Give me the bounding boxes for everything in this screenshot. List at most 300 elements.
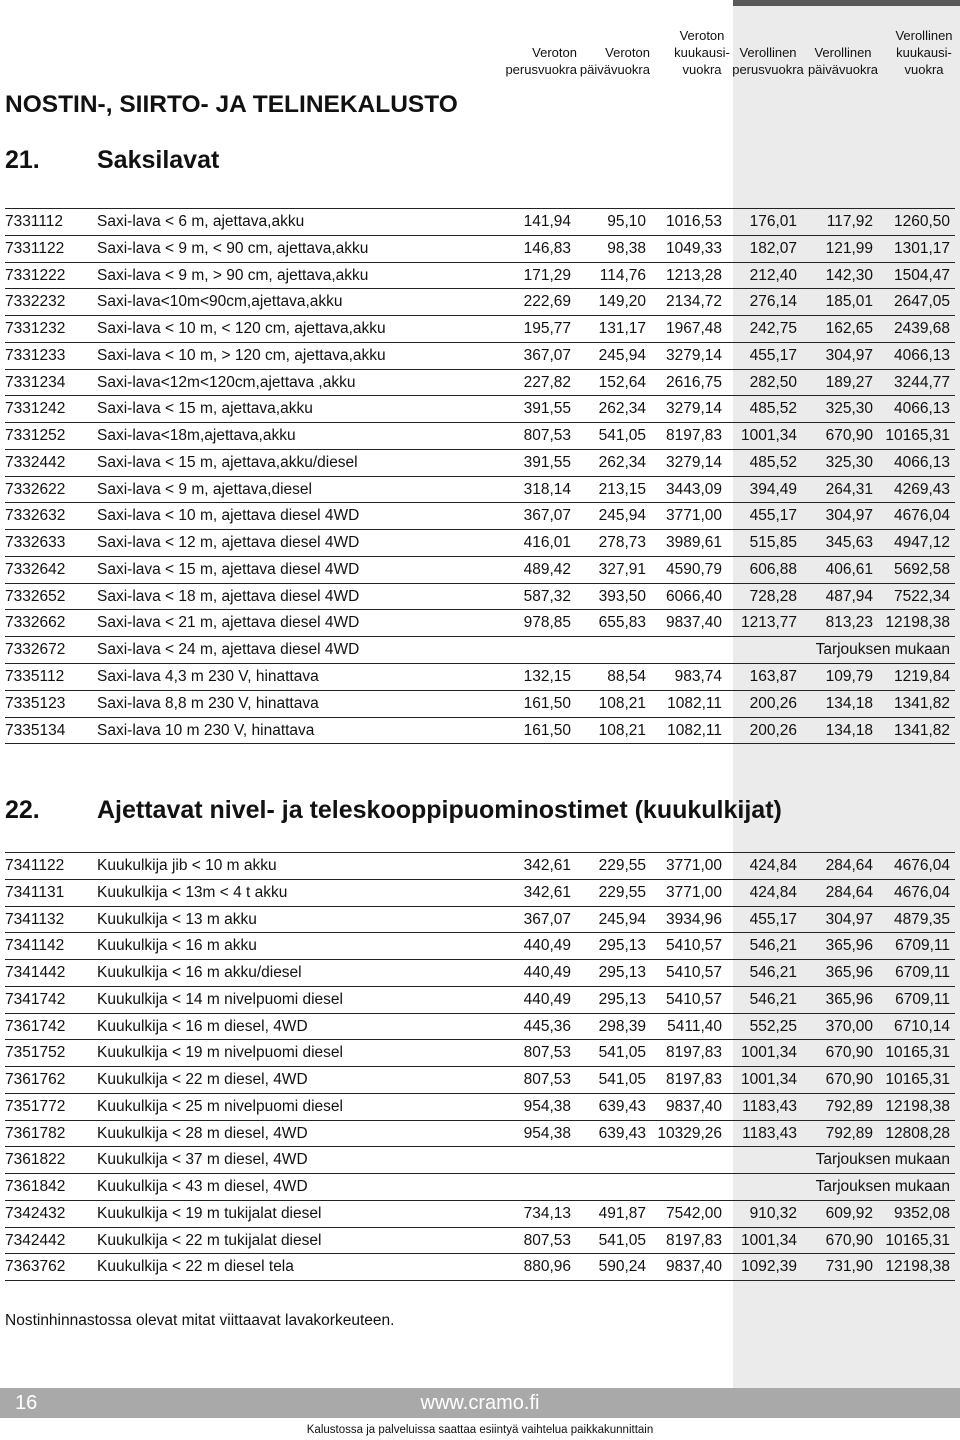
product-code: 7335123 bbox=[5, 694, 66, 712]
product-code: 7331232 bbox=[5, 320, 66, 338]
price-veroton-kuukausivuokra: 1967,48 bbox=[665, 320, 722, 338]
product-code: 7332622 bbox=[5, 480, 66, 498]
table-row bbox=[5, 1121, 955, 1148]
price-verollinen-paivavuokra: 185,01 bbox=[825, 293, 873, 311]
price-verollinen-kuukausivuokra: 6709,11 bbox=[895, 964, 950, 982]
table-row bbox=[5, 396, 955, 423]
price-verollinen-paivavuokra: 304,97 bbox=[825, 507, 873, 525]
page-number: 16 bbox=[15, 1392, 38, 1414]
price-verollinen-perusvuokra: 424,84 bbox=[749, 857, 797, 874]
product-code: 7341142 bbox=[5, 937, 65, 955]
price-veroton-perusvuokra: 734,13 bbox=[523, 1204, 571, 1222]
price-veroton-kuukausivuokra: 10329,26 bbox=[657, 1124, 722, 1142]
table-row bbox=[5, 1014, 955, 1041]
column-header-5 bbox=[798, 0, 888, 78]
price-verollinen-perusvuokra: 455,17 bbox=[749, 910, 797, 928]
section-heading bbox=[5, 794, 955, 826]
table-row bbox=[5, 1147, 955, 1174]
product-description: Saxi-lava < 21 m, ajettava diesel 4WD bbox=[97, 614, 360, 632]
price-veroton-paivavuokra: 245,94 bbox=[598, 346, 646, 364]
price-verollinen-perusvuokra: 394,49 bbox=[749, 480, 797, 498]
price-verollinen-kuukausivuokra: 12808,28 bbox=[885, 1124, 950, 1142]
price-verollinen-kuukausivuokra: 4676,04 bbox=[893, 857, 950, 874]
price-verollinen-kuukausivuokra: 1260,50 bbox=[893, 213, 950, 230]
price-verollinen-kuukausivuokra: 4676,04 bbox=[893, 507, 950, 525]
section-number: 21. bbox=[5, 146, 40, 174]
price-veroton-perusvuokra: 440,49 bbox=[523, 937, 571, 955]
product-description: Kuukulkija jib < 10 m akku bbox=[97, 857, 277, 874]
price-verollinen-perusvuokra: 1001,34 bbox=[740, 1044, 797, 1062]
price-verollinen-paivavuokra: 134,18 bbox=[825, 721, 873, 739]
price-veroton-kuukausivuokra: 4590,79 bbox=[665, 560, 722, 578]
price-veroton-paivavuokra: 590,24 bbox=[598, 1258, 646, 1276]
price-verollinen-paivavuokra: 109,79 bbox=[825, 668, 873, 686]
price-veroton-kuukausivuokra: 9837,40 bbox=[665, 614, 722, 632]
price-veroton-perusvuokra: 416,01 bbox=[523, 534, 571, 552]
price-verollinen-perusvuokra: 242,75 bbox=[749, 320, 797, 338]
price-verollinen-perusvuokra: 1092,39 bbox=[740, 1258, 797, 1276]
price-verollinen-kuukausivuokra: 10165,31 bbox=[885, 1071, 950, 1089]
product-code: 7361822 bbox=[5, 1151, 66, 1169]
product-code: 7361842 bbox=[5, 1178, 66, 1196]
product-code: 7361782 bbox=[5, 1124, 66, 1142]
price-veroton-perusvuokra: 807,53 bbox=[523, 427, 571, 445]
price-verollinen-paivavuokra: 325,30 bbox=[825, 453, 873, 471]
product-code: 7332672 bbox=[5, 641, 66, 659]
product-description: Saxi-lava < 15 m, ajettava,akku bbox=[97, 400, 313, 418]
column-header-2 bbox=[560, 0, 650, 78]
price-veroton-perusvuokra: 587,32 bbox=[523, 587, 571, 605]
price-veroton-paivavuokra: 655,83 bbox=[598, 614, 646, 632]
price-verollinen-kuukausivuokra: 4066,13 bbox=[893, 453, 950, 471]
price-verollinen-perusvuokra: 606,88 bbox=[749, 560, 797, 578]
table-row bbox=[5, 370, 955, 397]
price-verollinen-paivavuokra: 304,97 bbox=[825, 346, 873, 364]
price-veroton-paivavuokra: 245,94 bbox=[598, 507, 646, 525]
price-veroton-paivavuokra: 95,10 bbox=[607, 213, 646, 230]
price-verollinen-paivavuokra: 264,31 bbox=[825, 480, 873, 498]
table-row bbox=[5, 718, 955, 745]
price-veroton-perusvuokra: 954,38 bbox=[523, 1124, 571, 1142]
price-verollinen-perusvuokra: 552,25 bbox=[749, 1017, 797, 1035]
price-verollinen-perusvuokra: 1213,77 bbox=[740, 614, 797, 632]
price-verollinen-paivavuokra: 670,90 bbox=[825, 1231, 873, 1249]
price-veroton-paivavuokra: 278,73 bbox=[598, 534, 646, 552]
price-verollinen-perusvuokra: 276,14 bbox=[749, 293, 797, 311]
price-verollinen-kuukausivuokra: 1301,17 bbox=[893, 239, 950, 257]
price-veroton-perusvuokra: 367,07 bbox=[523, 507, 571, 525]
page-title: NOSTIN-, SIIRTO- JA TELINEKALUSTO bbox=[5, 91, 458, 118]
price-verollinen-paivavuokra: 162,65 bbox=[825, 320, 873, 338]
product-description: Kuukulkija < 13m < 4 t akku bbox=[97, 883, 288, 901]
price-verollinen-kuukausivuokra: 2647,05 bbox=[893, 293, 950, 311]
price-verollinen-paivavuokra: 142,30 bbox=[825, 266, 873, 284]
price-veroton-perusvuokra: 132,15 bbox=[523, 668, 571, 686]
price-veroton-paivavuokra: 327,91 bbox=[598, 560, 646, 578]
product-code: 7341132 bbox=[5, 910, 65, 928]
product-description: Kuukulkija < 16 m diesel, 4WD bbox=[97, 1017, 308, 1035]
section-number: 22. bbox=[5, 796, 40, 824]
price-verollinen-kuukausivuokra: 10165,31 bbox=[885, 1231, 950, 1249]
price-veroton-paivavuokra: 245,94 bbox=[598, 910, 646, 928]
price-veroton-paivavuokra: 295,13 bbox=[598, 937, 646, 955]
column-header-line: vuokra bbox=[904, 62, 944, 77]
product-description: Kuukulkija < 22 m tukijalat diesel bbox=[97, 1231, 322, 1249]
price-veroton-paivavuokra: 639,43 bbox=[598, 1124, 646, 1142]
price-verollinen-perusvuokra: 728,28 bbox=[749, 587, 797, 605]
price-verollinen-kuukausivuokra: 4066,13 bbox=[893, 346, 950, 364]
price-verollinen-kuukausivuokra: 12198,38 bbox=[885, 1258, 950, 1276]
price-verollinen-perusvuokra: 455,17 bbox=[749, 507, 797, 525]
product-code: 7331234 bbox=[5, 373, 66, 391]
price-verollinen-paivavuokra: 609,92 bbox=[825, 1204, 873, 1222]
price-veroton-perusvuokra: 367,07 bbox=[523, 910, 571, 928]
price-veroton-kuukausivuokra: 983,74 bbox=[674, 668, 722, 686]
price-verollinen-paivavuokra: 487,94 bbox=[825, 587, 873, 605]
price-verollinen-kuukausivuokra: 6709,11 bbox=[895, 990, 950, 1008]
product-code: 7331222 bbox=[5, 266, 66, 284]
price-veroton-kuukausivuokra: 1082,11 bbox=[667, 721, 722, 739]
column-header-line: perusvuokra bbox=[505, 62, 577, 77]
column-header-line: päivävuokra bbox=[579, 62, 650, 77]
table-row bbox=[5, 880, 955, 907]
price-veroton-paivavuokra: 262,34 bbox=[598, 453, 646, 471]
product-description: Kuukulkija < 37 m diesel, 4WD bbox=[97, 1151, 308, 1169]
website-link[interactable]: www.cramo.fi bbox=[420, 1392, 540, 1414]
price-veroton-perusvuokra: 954,38 bbox=[523, 1097, 571, 1115]
product-description: Kuukulkija < 22 m diesel, 4WD bbox=[97, 1071, 308, 1089]
price-verollinen-kuukausivuokra: 10165,31 bbox=[885, 427, 950, 445]
price-veroton-paivavuokra: 541,05 bbox=[598, 1071, 646, 1089]
price-veroton-perusvuokra: 141,94 bbox=[523, 213, 571, 230]
column-header-line: Veroton bbox=[605, 45, 650, 60]
price-verollinen-kuukausivuokra: 12198,38 bbox=[885, 1097, 950, 1115]
product-description: Kuukulkija < 25 m nivelpuomi diesel bbox=[97, 1097, 343, 1115]
price-verollinen-paivavuokra: 189,27 bbox=[825, 373, 873, 391]
price-veroton-paivavuokra: 298,39 bbox=[598, 1017, 646, 1035]
price-veroton-paivavuokra: 541,05 bbox=[598, 1044, 646, 1062]
price-veroton-kuukausivuokra: 8197,83 bbox=[665, 427, 722, 445]
column-header-line: kuukausi- bbox=[674, 45, 730, 60]
product-description: Saxi-lava<10m<90cm,ajettava,akku bbox=[97, 293, 343, 311]
table-row bbox=[5, 853, 955, 880]
product-code: 7361762 bbox=[5, 1071, 66, 1089]
price-veroton-perusvuokra: 440,49 bbox=[523, 990, 571, 1008]
price-veroton-perusvuokra: 161,50 bbox=[523, 694, 571, 712]
price-veroton-kuukausivuokra: 8197,83 bbox=[665, 1044, 722, 1062]
price-veroton-perusvuokra: 807,53 bbox=[523, 1071, 571, 1089]
price-veroton-paivavuokra: 295,13 bbox=[598, 990, 646, 1008]
price-verollinen-paivavuokra: 670,90 bbox=[825, 1071, 873, 1089]
product-description: Saxi-lava < 18 m, ajettava diesel 4WD bbox=[97, 587, 360, 605]
price-verollinen-perusvuokra: 1183,43 bbox=[742, 1097, 797, 1115]
price-veroton-paivavuokra: 491,87 bbox=[598, 1204, 646, 1222]
price-verollinen-perusvuokra: 424,84 bbox=[749, 883, 797, 901]
table-row bbox=[5, 343, 955, 370]
price-veroton-perusvuokra: 391,55 bbox=[523, 453, 571, 471]
table-row bbox=[5, 1067, 955, 1094]
product-description: Saxi-lava < 24 m, ajettava diesel 4WD bbox=[97, 641, 360, 659]
price-veroton-paivavuokra: 152,64 bbox=[598, 373, 646, 391]
product-description: Saxi-lava 8,8 m 230 V, hinattava bbox=[97, 694, 319, 712]
price-veroton-perusvuokra: 880,96 bbox=[523, 1258, 571, 1276]
price-verollinen-perusvuokra: 200,26 bbox=[749, 694, 797, 712]
price-verollinen-perusvuokra: 455,17 bbox=[749, 346, 797, 364]
product-description: Saxi-lava 10 m 230 V, hinattava bbox=[97, 721, 315, 739]
price-verollinen-perusvuokra: 1001,34 bbox=[740, 1071, 797, 1089]
price-on-request: Tarjouksen mukaan bbox=[815, 641, 950, 659]
price-veroton-paivavuokra: 295,13 bbox=[598, 964, 646, 982]
table-row bbox=[5, 664, 955, 691]
price-veroton-kuukausivuokra: 7542,00 bbox=[665, 1204, 722, 1222]
price-verollinen-perusvuokra: 176,01 bbox=[749, 213, 797, 230]
price-veroton-perusvuokra: 161,50 bbox=[523, 721, 571, 739]
column-header-line: kuukausi- bbox=[896, 45, 952, 60]
product-description: Saxi-lava < 15 m, ajettava diesel 4WD bbox=[97, 560, 360, 578]
product-description: Saxi-lava < 6 m, ajettava,akku bbox=[97, 213, 305, 230]
product-description: Kuukulkija < 19 m nivelpuomi diesel bbox=[97, 1044, 343, 1062]
price-verollinen-kuukausivuokra: 4066,13 bbox=[893, 400, 950, 418]
product-code: 7363762 bbox=[5, 1258, 66, 1276]
product-description: Saxi-lava < 9 m, > 90 cm, ajettava,akku bbox=[97, 266, 369, 284]
price-verollinen-perusvuokra: 163,87 bbox=[749, 668, 797, 686]
product-description: Kuukulkija < 19 m tukijalat diesel bbox=[97, 1204, 322, 1222]
section-title: Saksilavat bbox=[97, 146, 220, 174]
table-row bbox=[5, 503, 955, 530]
price-veroton-paivavuokra: 229,55 bbox=[598, 883, 646, 901]
price-veroton-kuukausivuokra: 5411,40 bbox=[667, 1017, 722, 1035]
price-veroton-kuukausivuokra: 2616,75 bbox=[665, 373, 722, 391]
product-code: 7341122 bbox=[5, 857, 65, 874]
price-veroton-kuukausivuokra: 9837,40 bbox=[665, 1097, 722, 1115]
product-description: Saxi-lava < 9 m, ajettava,diesel bbox=[97, 480, 312, 498]
product-description: Kuukulkija < 22 m diesel tela bbox=[97, 1258, 294, 1276]
price-verollinen-kuukausivuokra: 2439,68 bbox=[893, 320, 950, 338]
price-veroton-kuukausivuokra: 3443,09 bbox=[665, 480, 722, 498]
price-verollinen-paivavuokra: 670,90 bbox=[825, 1044, 873, 1062]
price-verollinen-paivavuokra: 284,64 bbox=[825, 883, 873, 901]
price-verollinen-perusvuokra: 1183,43 bbox=[742, 1124, 797, 1142]
price-verollinen-kuukausivuokra: 10165,31 bbox=[885, 1044, 950, 1062]
product-description: Saxi-lava < 9 m, < 90 cm, ajettava,akku bbox=[97, 239, 369, 257]
table-row bbox=[5, 477, 955, 504]
price-veroton-kuukausivuokra: 8197,83 bbox=[665, 1071, 722, 1089]
price-verollinen-kuukausivuokra: 5692,58 bbox=[893, 560, 950, 578]
table-row bbox=[5, 1174, 955, 1201]
price-veroton-perusvuokra: 222,69 bbox=[523, 293, 571, 311]
price-veroton-paivavuokra: 114,76 bbox=[599, 266, 646, 284]
price-verollinen-paivavuokra: 284,64 bbox=[825, 857, 873, 874]
price-veroton-perusvuokra: 367,07 bbox=[523, 346, 571, 364]
price-veroton-kuukausivuokra: 6066,40 bbox=[665, 587, 722, 605]
table-row bbox=[5, 610, 955, 637]
product-description: Saxi-lava < 15 m, ajettava,akku/diesel bbox=[97, 453, 358, 471]
price-verollinen-paivavuokra: 134,18 bbox=[825, 694, 873, 712]
price-veroton-kuukausivuokra: 5410,57 bbox=[665, 937, 722, 955]
price-veroton-paivavuokra: 108,21 bbox=[598, 721, 646, 739]
price-veroton-perusvuokra: 807,53 bbox=[523, 1044, 571, 1062]
price-verollinen-kuukausivuokra: 1341,82 bbox=[893, 721, 950, 739]
footnote: Nostinhinnastossa olevat mitat viittaavat lavakorkeuteen. bbox=[5, 1312, 395, 1329]
price-veroton-paivavuokra: 108,21 bbox=[598, 694, 646, 712]
table-row bbox=[5, 423, 955, 450]
price-verollinen-kuukausivuokra: 3244,77 bbox=[893, 373, 950, 391]
price-veroton-paivavuokra: 229,55 bbox=[598, 857, 646, 874]
product-code: 7332442 bbox=[5, 453, 66, 471]
price-verollinen-perusvuokra: 546,21 bbox=[749, 990, 797, 1008]
price-veroton-kuukausivuokra: 3279,14 bbox=[665, 400, 722, 418]
product-description: Saxi-lava < 10 m, < 120 cm, ajettava,akku bbox=[97, 320, 386, 338]
product-code: 7332632 bbox=[5, 507, 66, 525]
product-code: 7341742 bbox=[5, 990, 66, 1008]
column-header-6 bbox=[888, 0, 960, 78]
price-verollinen-kuukausivuokra: 4269,43 bbox=[893, 480, 950, 498]
table-row bbox=[5, 557, 955, 584]
price-veroton-kuukausivuokra: 3934,96 bbox=[665, 910, 722, 928]
price-veroton-perusvuokra: 978,85 bbox=[523, 614, 571, 632]
table-row bbox=[5, 637, 955, 664]
column-header-line: perusvuokra bbox=[732, 62, 804, 77]
price-verollinen-paivavuokra: 406,61 bbox=[825, 560, 873, 578]
price-veroton-paivavuokra: 541,05 bbox=[598, 1231, 646, 1249]
price-veroton-perusvuokra: 440,49 bbox=[523, 964, 571, 982]
product-description: Saxi-lava < 10 m, > 120 cm, ajettava,akku bbox=[97, 346, 386, 364]
product-description: Kuukulkija < 13 m akku bbox=[97, 910, 257, 928]
table-row bbox=[5, 691, 955, 718]
product-code: 7332633 bbox=[5, 534, 66, 552]
product-description: Saxi-lava < 12 m, ajettava diesel 4WD bbox=[97, 534, 360, 552]
price-veroton-kuukausivuokra: 3989,61 bbox=[665, 534, 722, 552]
price-verollinen-kuukausivuokra: 4676,04 bbox=[893, 883, 950, 901]
table-row bbox=[5, 933, 955, 960]
price-veroton-kuukausivuokra: 5410,57 bbox=[665, 964, 722, 982]
product-code: 7361742 bbox=[5, 1017, 66, 1035]
price-verollinen-paivavuokra: 345,63 bbox=[825, 534, 873, 552]
product-code: 7332652 bbox=[5, 587, 66, 605]
price-veroton-paivavuokra: 131,17 bbox=[598, 320, 646, 338]
product-code: 7331242 bbox=[5, 400, 66, 418]
price-verollinen-paivavuokra: 670,90 bbox=[825, 427, 873, 445]
product-description: Kuukulkija < 16 m akku bbox=[97, 937, 257, 955]
column-header-line: Verollinen bbox=[895, 28, 953, 43]
product-code: 7331122 bbox=[5, 239, 65, 257]
price-on-request: Tarjouksen mukaan bbox=[815, 1151, 950, 1169]
product-code: 7331252 bbox=[5, 427, 66, 445]
product-code: 7332662 bbox=[5, 614, 66, 632]
price-verollinen-perusvuokra: 200,26 bbox=[749, 721, 797, 739]
price-verollinen-paivavuokra: 365,96 bbox=[825, 964, 873, 982]
price-verollinen-kuukausivuokra: 6710,14 bbox=[893, 1017, 950, 1035]
price-verollinen-perusvuokra: 182,07 bbox=[749, 239, 797, 257]
price-veroton-paivavuokra: 88,54 bbox=[607, 668, 646, 686]
product-code: 7335112 bbox=[5, 668, 65, 686]
table-row bbox=[5, 263, 955, 290]
column-header-line: vuokra bbox=[682, 62, 722, 77]
footer-disclaimer: Kalustossa ja palveluissa saattaa esiintyä vaihtelua paikkakunnittain bbox=[306, 1424, 654, 1436]
price-veroton-kuukausivuokra: 3279,14 bbox=[665, 453, 722, 471]
price-verollinen-perusvuokra: 282,50 bbox=[749, 373, 797, 391]
price-veroton-kuukausivuokra: 1213,28 bbox=[665, 266, 722, 284]
product-description: Saxi-lava<12m<120cm,ajettava ,akku bbox=[97, 373, 356, 391]
price-veroton-paivavuokra: 213,15 bbox=[598, 480, 646, 498]
price-verollinen-paivavuokra: 731,90 bbox=[825, 1258, 873, 1276]
product-description: Kuukulkija < 16 m akku/diesel bbox=[97, 964, 302, 982]
price-veroton-perusvuokra: 342,61 bbox=[523, 857, 571, 874]
price-veroton-kuukausivuokra: 1049,33 bbox=[665, 239, 722, 257]
product-description: Kuukulkija < 43 m diesel, 4WD bbox=[97, 1178, 308, 1196]
price-table-saksilavat bbox=[5, 208, 955, 744]
price-verollinen-paivavuokra: 370,00 bbox=[825, 1017, 873, 1035]
price-veroton-perusvuokra: 445,36 bbox=[523, 1017, 571, 1035]
price-veroton-kuukausivuokra: 2134,72 bbox=[665, 293, 722, 311]
table-row bbox=[5, 987, 955, 1014]
price-verollinen-paivavuokra: 365,96 bbox=[825, 937, 873, 955]
price-veroton-paivavuokra: 149,20 bbox=[598, 293, 646, 311]
column-header-line: Veroton bbox=[532, 45, 577, 60]
table-row bbox=[5, 450, 955, 477]
table-row bbox=[5, 530, 955, 557]
price-veroton-kuukausivuokra: 8197,83 bbox=[665, 1231, 722, 1249]
price-on-request: Tarjouksen mukaan bbox=[815, 1178, 950, 1196]
price-verollinen-kuukausivuokra: 4879,35 bbox=[893, 910, 950, 928]
table-row bbox=[5, 236, 955, 263]
price-veroton-kuukausivuokra: 1082,11 bbox=[667, 694, 722, 712]
table-row bbox=[5, 1201, 955, 1228]
table-row bbox=[5, 1040, 955, 1067]
price-verollinen-paivavuokra: 813,23 bbox=[825, 614, 873, 632]
price-verollinen-perusvuokra: 485,52 bbox=[749, 453, 797, 471]
price-veroton-paivavuokra: 393,50 bbox=[598, 587, 646, 605]
table-row bbox=[5, 907, 955, 934]
table-row bbox=[5, 289, 955, 316]
price-veroton-paivavuokra: 639,43 bbox=[598, 1097, 646, 1115]
price-veroton-kuukausivuokra: 1016,53 bbox=[665, 213, 722, 230]
table-row bbox=[5, 209, 955, 236]
column-header-line: päivävuokra bbox=[807, 62, 879, 77]
price-verollinen-paivavuokra: 792,89 bbox=[825, 1097, 873, 1115]
product-code: 7341131 bbox=[5, 883, 65, 901]
price-verollinen-kuukausivuokra: 1219,84 bbox=[893, 668, 950, 686]
price-verollinen-paivavuokra: 304,97 bbox=[825, 910, 873, 928]
table-row bbox=[5, 584, 955, 611]
product-description: Saxi-lava<18m,ajettava,akku bbox=[97, 427, 296, 445]
price-verollinen-perusvuokra: 1001,34 bbox=[740, 427, 797, 445]
price-veroton-kuukausivuokra: 9837,40 bbox=[665, 1258, 722, 1276]
product-code: 7331112 bbox=[5, 213, 64, 230]
table-row bbox=[5, 960, 955, 987]
price-veroton-paivavuokra: 262,34 bbox=[598, 400, 646, 418]
price-verollinen-kuukausivuokra: 12198,38 bbox=[885, 614, 950, 632]
product-description: Kuukulkija < 28 m diesel, 4WD bbox=[97, 1124, 308, 1142]
price-verollinen-perusvuokra: 515,85 bbox=[749, 534, 797, 552]
price-verollinen-perusvuokra: 546,21 bbox=[749, 964, 797, 982]
price-veroton-perusvuokra: 807,53 bbox=[523, 1231, 571, 1249]
price-veroton-kuukausivuokra: 3771,00 bbox=[665, 857, 722, 874]
price-verollinen-paivavuokra: 325,30 bbox=[825, 400, 873, 418]
price-veroton-paivavuokra: 98,38 bbox=[607, 239, 646, 257]
price-veroton-perusvuokra: 171,29 bbox=[523, 266, 571, 284]
price-verollinen-paivavuokra: 117,92 bbox=[826, 213, 873, 230]
price-verollinen-kuukausivuokra: 4947,12 bbox=[893, 534, 950, 552]
price-verollinen-paivavuokra: 365,96 bbox=[825, 990, 873, 1008]
price-verollinen-perusvuokra: 910,32 bbox=[749, 1204, 797, 1222]
product-code: 7351752 bbox=[5, 1044, 66, 1062]
table-row bbox=[5, 1254, 955, 1281]
section-title: Ajettavat nivel- ja teleskooppipuominostimet (kuukulkijat) bbox=[97, 796, 782, 824]
product-code: 7335134 bbox=[5, 721, 66, 739]
price-veroton-perusvuokra: 195,77 bbox=[523, 320, 571, 338]
price-verollinen-kuukausivuokra: 7522,34 bbox=[893, 587, 950, 605]
